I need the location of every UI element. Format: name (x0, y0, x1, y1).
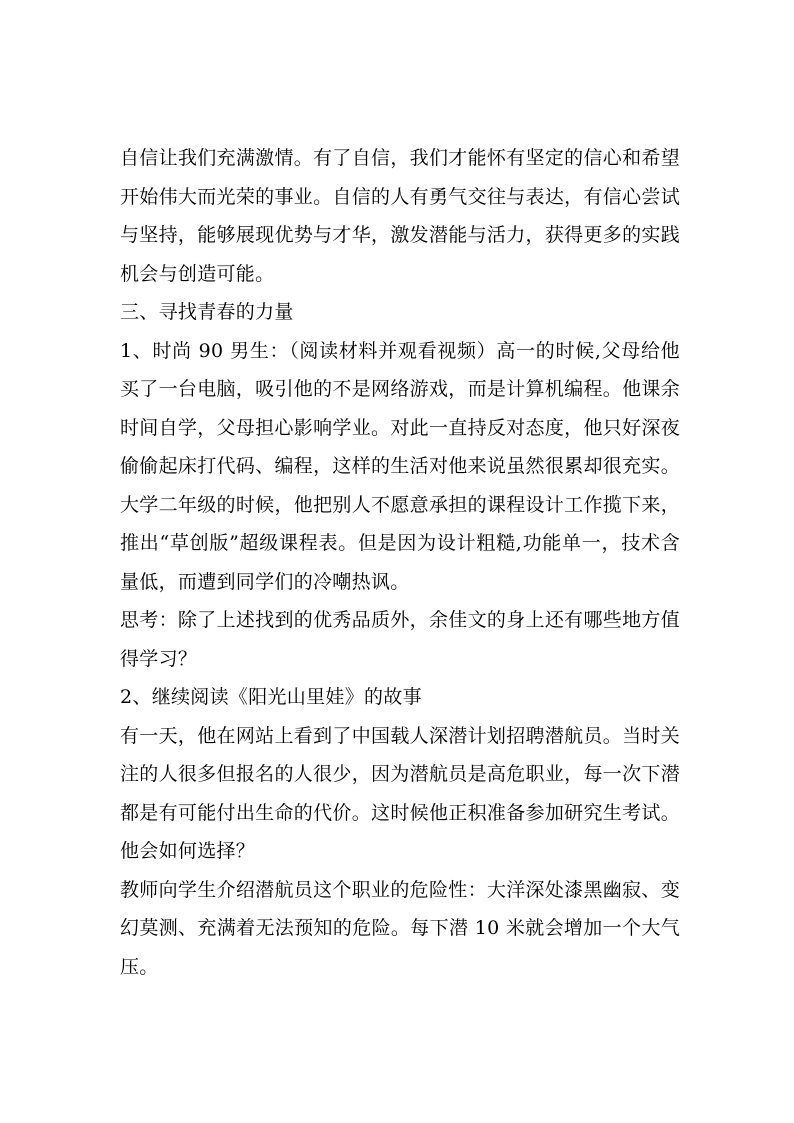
document-body (120, 139, 680, 986)
paragraph-thinking-question: 思考：除了上述找到的优秀品质外，余佳文的身上还有哪些地方值得学习？ (120, 609, 680, 670)
section-heading-youth-power: 三、寻找青春的力量 (120, 301, 294, 323)
paragraph-deep-sea-recruitment: 有一天，他在网站上看到了中国载人深潜计划招聘潜航员。当时关注的人很多但报名的人很少，因为潜航员是高危职业，每一次下潜都是有可能付出生命的代价。这时候他正积准备参加研究生考试。他会如何选择？ (120, 724, 680, 862)
paragraph-submersible-danger: 教师向学生介绍潜航员这个职业的危险性：大洋深处漆黑幽寂、变幻莫测、充满着无法预知的危险。每下潜 10 米就会增加一个大气压。 (120, 878, 680, 978)
paragraph-confidence: 自信让我们充满激情。有了自信，我们才能怀有坚定的信心和希望开始伟大而光荣的事业。自信的人有勇气交往与表达，有信心尝试与坚持，能够展现优势与才华，激发潜能与活力，获得更多的实践机会与创造可能。 (120, 147, 680, 285)
paragraph-continue-reading: 2、继续阅读《阳光山里娃》的故事 (120, 686, 422, 708)
paragraph-fashion-90s-boy: 1、时尚 90 男生：（阅读材料并观看视频）高一的时候,父母给他买了一台电脑，吸引他的不是网络游戏，而是计算机编程。他课余时间自学，父母担心影响学业。对此一直持反对态度，他只好深夜偷偷起床打代码、编程，这样的生活对他来说虽然很累却很充实。大学二年级的时候，他把别人不愿意承担的课程设计工作揽下来，推出“草创版”超级课程表。但是因为设计粗糙,功能单一，技术含量低，而遭到同学们的冷嘲热讽。 (120, 339, 680, 593)
